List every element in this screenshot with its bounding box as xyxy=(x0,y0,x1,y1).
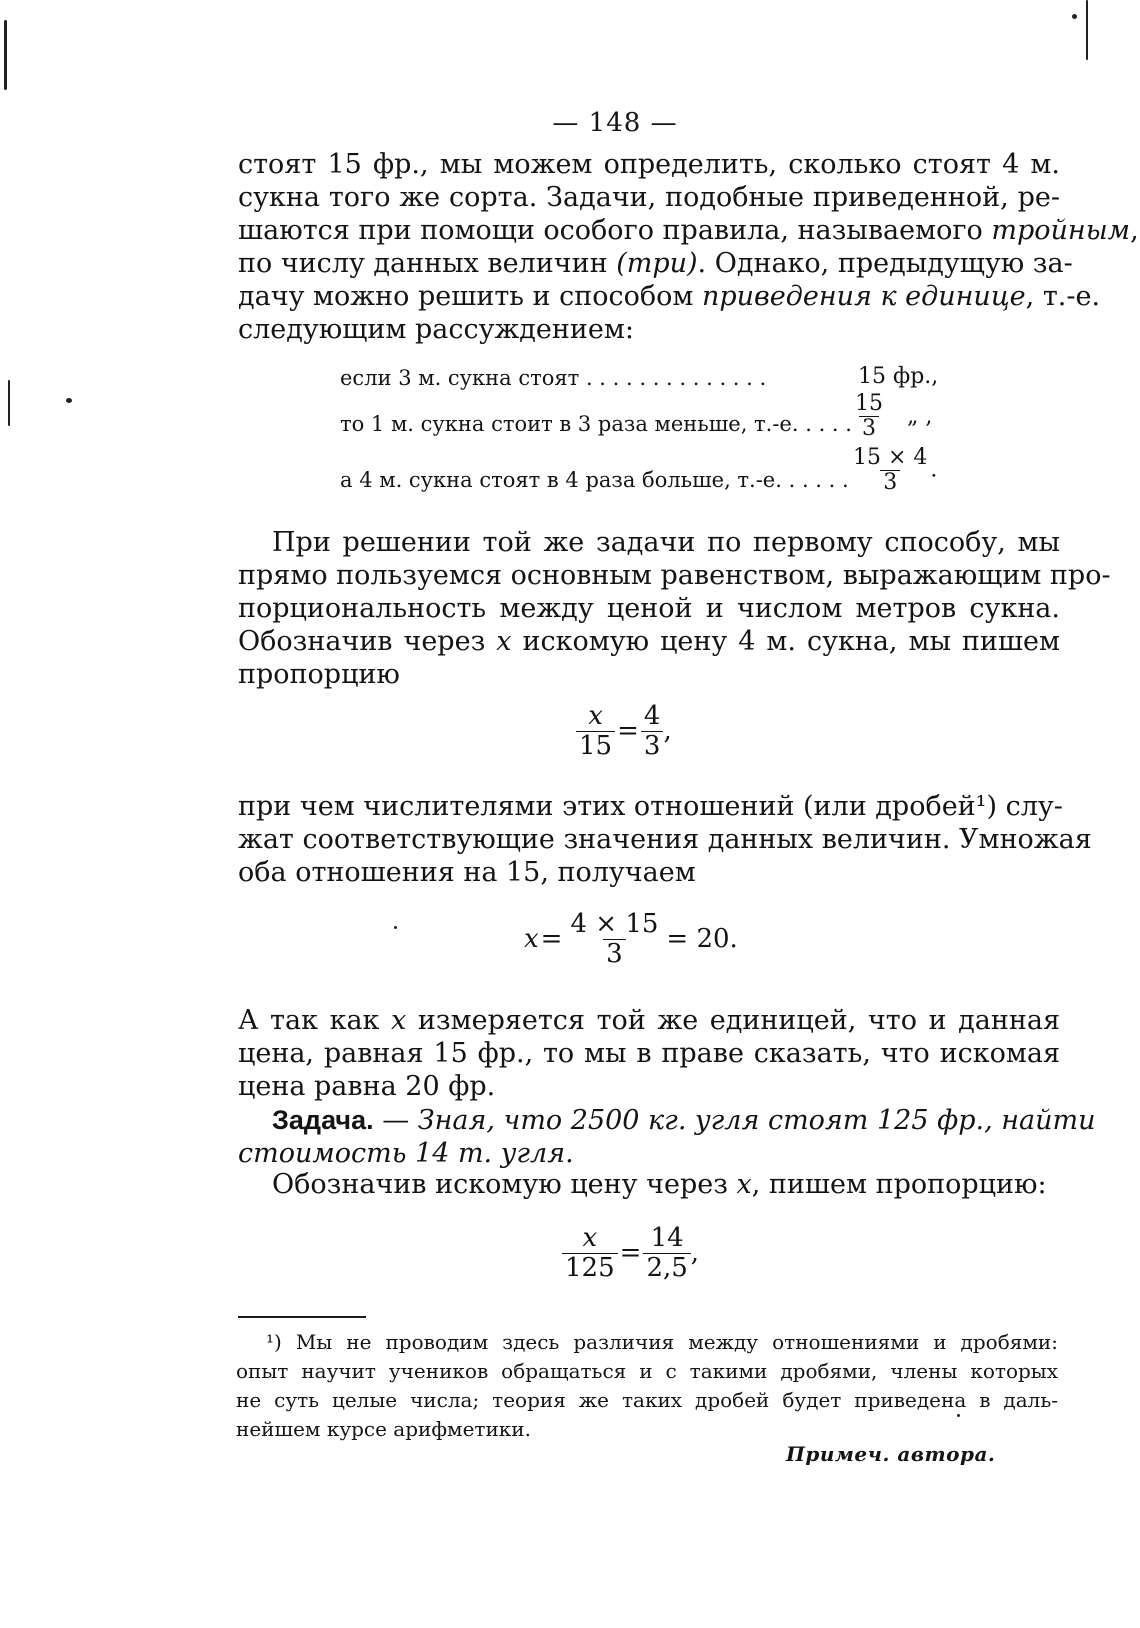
variable-x: x xyxy=(391,1005,407,1036)
footnote-line: нейшем курсе арифметики. xyxy=(236,1417,531,1441)
paragraph-4 xyxy=(238,1004,1060,1103)
paragraph-1 xyxy=(238,148,1139,346)
text-line: Обозначив искомую цену через x, пишем пропорцию: xyxy=(272,1169,1047,1200)
text-line: пропорцию xyxy=(238,659,400,690)
footnote xyxy=(236,1328,1058,1444)
text-line: цена, равная 15 фр., то мы в праве сказать, что искомая xyxy=(238,1038,1060,1069)
text-line: жат соответствующие значения данных величин. Умножая xyxy=(238,824,1092,855)
text-line: по числу данных величин (три). Однако, предыдущую за- xyxy=(238,248,1073,279)
text-line: шаются при помощи особого правила, называемого тройным, xyxy=(238,215,1139,246)
paragraph-3 xyxy=(238,790,1092,889)
footnote-rule xyxy=(238,1316,366,1318)
task-label: Задача. xyxy=(272,1105,374,1135)
task-paragraph xyxy=(238,1104,1096,1170)
text-line: оба отношения на 15, получаем xyxy=(238,857,696,888)
text-line: цена равна 20 фр. xyxy=(238,1071,496,1102)
calc-row-1: если 3 м. сукна стоят . . . . . . . . . . . . . . xyxy=(340,366,767,390)
footnote-line: не суть целые числа; теория же таких дробей будет приведена в даль- xyxy=(236,1388,1058,1412)
text-line: порциональность между ценой и числом метров сукна. xyxy=(238,593,1060,624)
variable-x: x xyxy=(736,1169,752,1200)
footnote-signature: Примеч. автора. xyxy=(786,1442,996,1466)
calc-row-3: а 4 м. сукна стоят в 4 раза больше, т.-е. . . . . . xyxy=(340,468,849,492)
equation-proportion-1: $\frac{x}{15}$ = $\frac{4}{3}$ , xyxy=(576,702,672,760)
equation-proportion-2: $\frac{x}{125}$ = $\frac{14}{2,5}$ , xyxy=(562,1224,699,1282)
footnote-line: ¹) Мы не проводим здесь различия между отношениями и дробями: xyxy=(266,1330,1058,1354)
emphasis-privedeniya: приведения к единице xyxy=(701,281,1026,312)
task-line: стоимость 14 т. угля. xyxy=(238,1138,574,1169)
scan-mark xyxy=(1086,0,1088,60)
text-line: прямо пользуемся основным равенством, выражающим про- xyxy=(238,560,1111,591)
text-line: дачу можно решить и способом приведения к единице, т.-е. xyxy=(238,281,1101,312)
paragraph-2 xyxy=(238,526,1111,691)
page-number: — 148 — xyxy=(552,108,678,138)
scan-mark xyxy=(394,926,397,929)
scan-mark xyxy=(8,380,10,426)
scan-mark xyxy=(1072,14,1077,19)
emphasis-tri: (три) xyxy=(616,248,698,279)
footnote-line: опыт научит учеников обращаться и с такими дробями, члены которых xyxy=(236,1359,1058,1383)
equation-result: x = $\frac{4 \times 15}{3}$ = 20. xyxy=(524,909,738,969)
text-line: стоят 15 фр., мы можем определить, сколько стоят 4 м. xyxy=(238,149,1060,180)
calc-fraction-3: $\frac{15 \times 4}{3}$ . xyxy=(853,445,938,496)
text-line: следующим рассуждением: xyxy=(238,314,634,345)
calc-fraction-2: $\frac{15}{3}$ „ , xyxy=(855,391,933,442)
scan-mark xyxy=(4,20,7,90)
emphasis-trojnym: тройным xyxy=(991,215,1131,246)
scan-mark xyxy=(957,1414,960,1417)
text-line: сукна того же сорта. Задачи, подобные приведенной, ре- xyxy=(238,182,1060,213)
task-line: Задача. — Зная, что 2500 кг. угля стоят 125 фр., найти xyxy=(272,1105,1096,1136)
scan-mark xyxy=(66,398,72,403)
text-line: При решении той же задачи по первому способу, мы xyxy=(272,527,1060,558)
variable-x: x xyxy=(496,626,512,657)
paragraph-5 xyxy=(238,1168,1060,1201)
calc-value-1: 15 фр., xyxy=(858,364,939,389)
calc-row-2: то 1 м. сукна стоит в 3 раза меньше, т.-е. . . . . xyxy=(340,412,852,436)
text-line: А так как x измеряется той же единицей, что и данная xyxy=(238,1005,1061,1036)
text-line: при чем числителями этих отношений (или дробей¹) слу- xyxy=(238,791,1063,822)
text-line: Обозначив через x искомую цену 4 м. сукна, мы пишем xyxy=(238,626,1060,657)
